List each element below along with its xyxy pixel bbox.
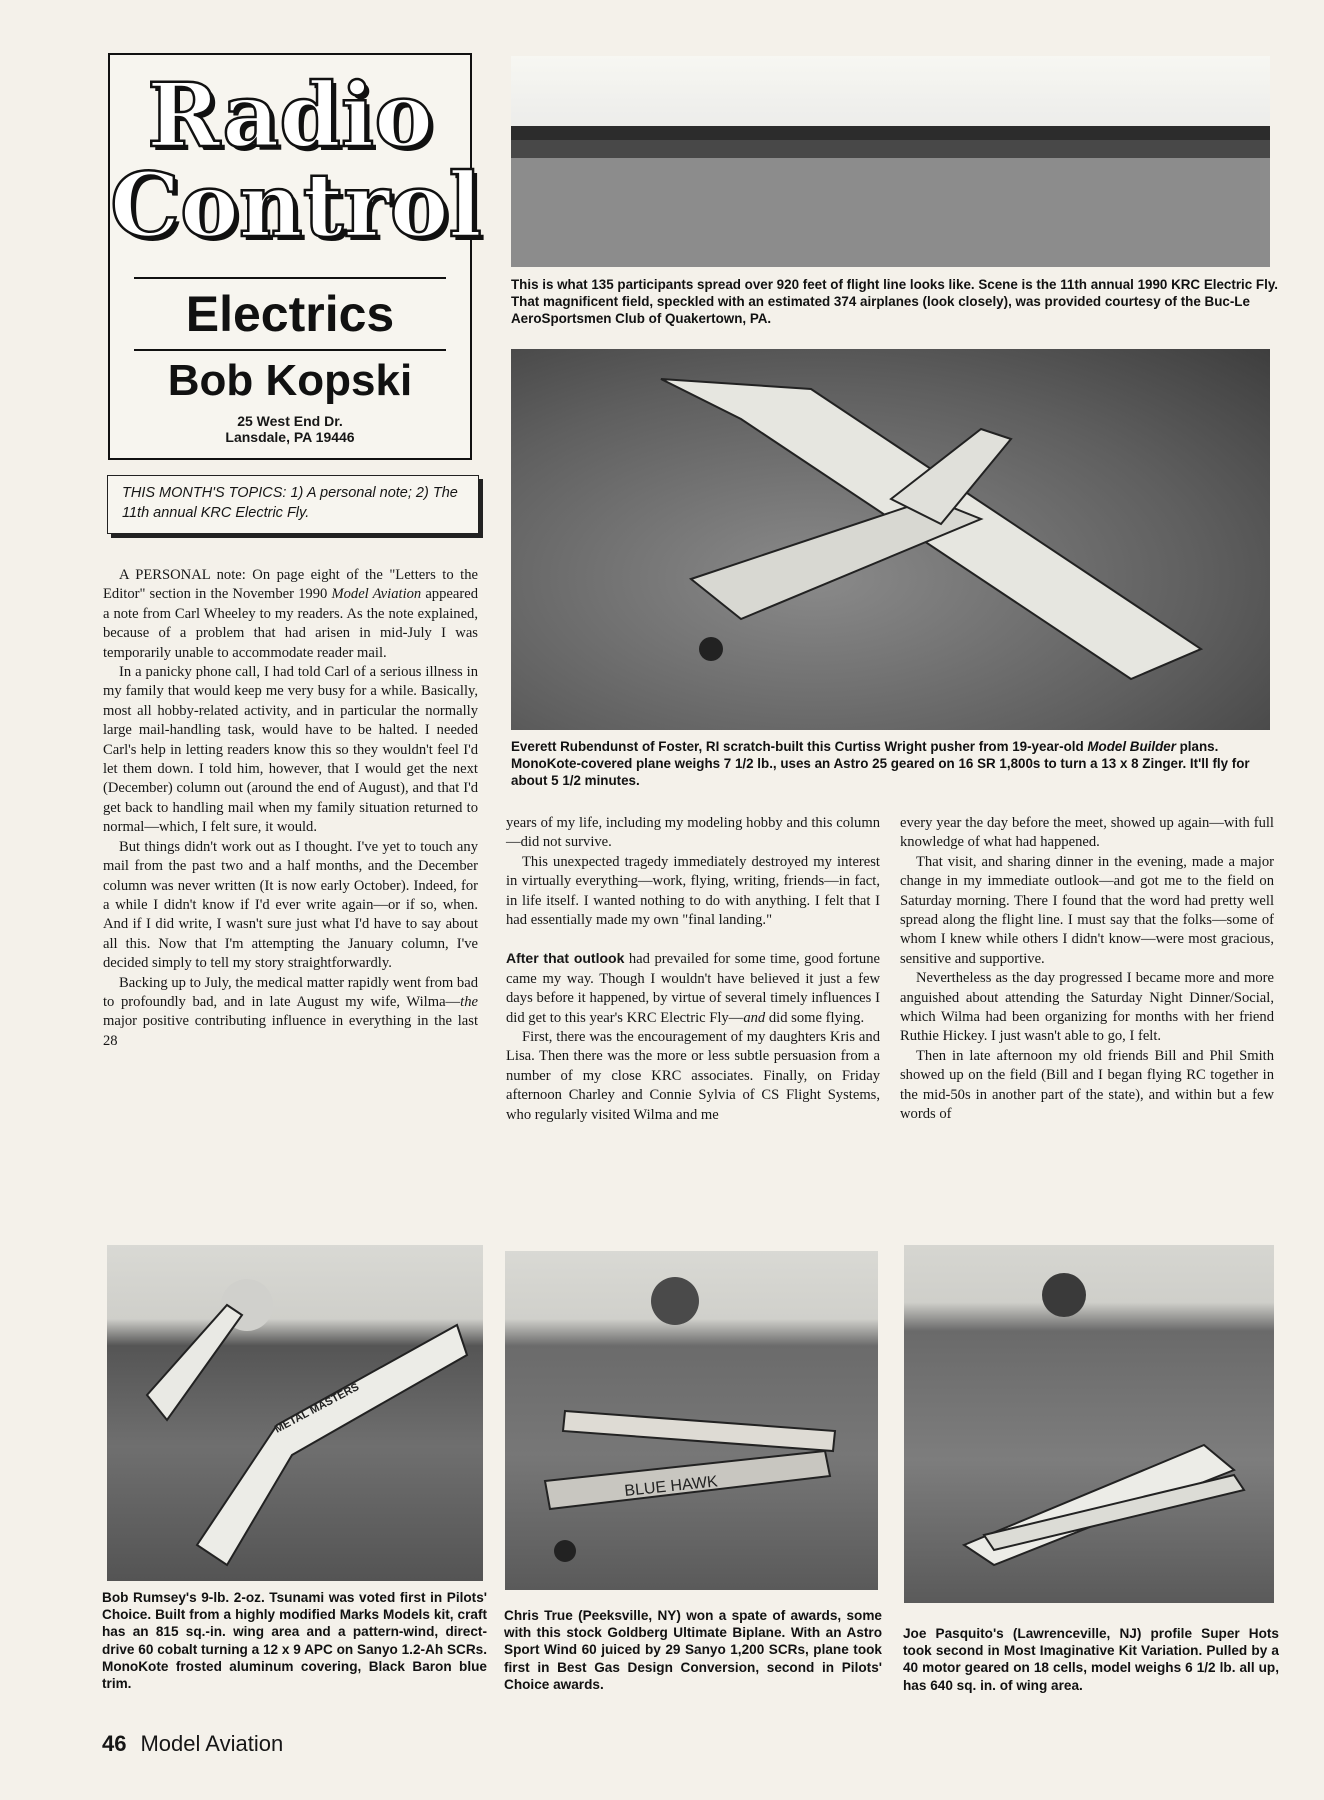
page-footer <box>102 1731 283 1757</box>
photo-pusher-plane <box>511 349 1270 730</box>
body-paragraph: Nevertheless as the day progressed I became more and more anguished about attending the Saturday Night Dinner/Social, which Wilma had been organizing for months with her friend Ruthie Hickey. I just wasn't able to go, I felt. <box>900 970 1274 1045</box>
body-paragraph: A PERSONAL note: On page eight of the "Letters to the Editor" section in the November 1990 Model Aviation appeared a note from Carl Wheeley to my readers. As the note explained, because of a problem that had arisen in mid-July I was temporarily unable to accommodate reader mail. <box>103 567 478 661</box>
plane-wheel <box>554 1540 576 1562</box>
caption-rumsey: Bob Rumsey's 9-lb. 2-oz. Tsunami was voted first in Pilots' Choice. Built from a highly modified Marks Models kit, craft has an 815 sq.-in. wing area and a pattern-wind, direct-drive 60 cobalt turning a 12 x 9 APC on Sanyo 1.2-Ah SCRs. MonoKote frosted aluminum covering, Black Baron blue trim. <box>102 1590 487 1692</box>
plane-stabilizer <box>147 1305 242 1420</box>
photo-rumsey-tsunami <box>107 1245 483 1581</box>
author-name: Bob Kopski <box>167 356 413 405</box>
super-hots-illustration <box>904 1245 1274 1603</box>
author-address-line1: 25 West End Dr. <box>237 413 343 429</box>
caption-flight-line: This is what 135 participants spread over 920 feet of flight line looks like. Scene is the 11th annual 1990 KRC Electric Fly. That magnificent field, speckled with an estimated 374 airplanes (look closely), was provided courtesy of the Buc-Le AeroSportsmen Club of Quakertown, PA. <box>511 277 1278 326</box>
pilot-head <box>1042 1273 1086 1317</box>
page-number: 46 <box>102 1731 127 1756</box>
body-paragraph: First, there was the encouragement of my daughters Kris and Lisa. Then there was the more or less subtle persuasion from a number of my close KRC associates. Finally, on Friday afternoon Charley and Connie Sylvia of CS Flight Systems, who regularly visited Wilma and me <box>506 1029 880 1123</box>
body-column-1 <box>103 566 478 1051</box>
body-column-2 <box>506 814 880 1125</box>
caption-pusher-plane: Everett Rubendunst of Foster, RI scratch-built this Curtiss Wright pusher from 19-year-old Model Builder plans. MonoKote-covered plane weighs 7 1/2 lb., uses an Astro 25 geared on 16 SR 1,800s to turn a 13 x 8 Zinger. It'll fly for about 5 1/2 minutes. <box>511 739 1250 788</box>
flight-line-scene <box>511 56 1270 267</box>
topics-box <box>107 475 479 534</box>
magazine-name: Model Aviation <box>140 1731 284 1756</box>
body-paragraph: That visit, and sharing dinner in the evening, made a major change in my immediate outlook—and got me to the field on Saturday morning. There I found that the word had pretty well spread along the flight line. I must say that the folks—some of whom I knew while others I didn't know—were most gracious, sensitive and supportive. <box>900 853 1274 967</box>
biplane-illustration <box>505 1251 878 1590</box>
pusher-plane-illustration <box>511 349 1270 730</box>
plane-upper-wing <box>563 1411 835 1451</box>
header-divider <box>134 277 446 279</box>
body-paragraph: every year the day before the meet, showed up again—with full knowledge of what had happened. <box>900 815 1274 851</box>
wing-label: METAL MASTERS <box>272 1381 362 1436</box>
topics-text: THIS MONTH'S TOPICS: 1) A personal note; 2) The 11th annual KRC Electric Fly. <box>122 485 458 521</box>
body-paragraph: This unexpected tragedy immediately destroyed my interest in virtually everything—work, flying, writing, friends—in fact, in life itself. I wanted nothing to do with anything. I felt that I had essentially made my own "final landing." <box>506 853 880 929</box>
body-paragraph: years of my life, including my modeling hobby and this column—did not survive. <box>506 815 880 851</box>
body-paragraph: But things didn't work out as I thought. I've yet to touch any mail from the past two and a half months, and the December column was never written (It is now early October). Indeed, for a while I didn't know if I'd ever write again—or if so, when. And if I did write, I wasn't sure just what I'd have to say about all this. Now that I'm attempting the January column, I've decided simply to tell my story straightforwardly. <box>103 838 478 972</box>
grass-field <box>511 158 1270 267</box>
photo-true-biplane <box>505 1251 878 1590</box>
body-paragraph: After that outlook had prevailed for some time, good fortune came my way. Though I wouldn't have believed it just a few days before it happened, by virtue of several timely influences I did get to this year's KRC Electric Fly—and did some flying. <box>506 950 881 1026</box>
header-divider <box>134 349 446 351</box>
caption-pasquito: Joe Pasquito's (Lawrenceville, NJ) profile Super Hots took second in Most Imaginative Kit Variation. Pulled by a 40 motor geared on 18 cells, model weighs 6 1/2 lb. all up, has 640 sq. in. of wing area. <box>903 1626 1279 1693</box>
column-title-radio: Radio <box>147 63 433 167</box>
pilot-head <box>651 1277 699 1325</box>
caption-true: Chris True (Peeksville, NY) won a spate of awards, some with this stock Goldberg Ultimate Biplane. With an Astro Sport Wind 60 juiced by 29 Sanyo 1,200 SCRs, plane took first in Best Gas Design Conversion, second in Pilots' Choice awards. <box>504 1608 882 1692</box>
plane-wheel <box>699 637 723 661</box>
tree-line <box>511 126 1270 140</box>
body-paragraph: In a panicky phone call, I had told Carl of a serious illness in my family that would keep me very busy for a while. Basically, most all hobby-related activity, and in particular the normally large mail-handling task, would have to be halted. I needed Carl's help in letting readers know this so they wouldn't feel I'd let them down. I told him, however, that I would get the next (December) column out (around the end of August), and that I'd get back to handling mail when my family situation returned to normal—which, I felt sure, it would. <box>103 664 478 836</box>
photo-flight-line <box>511 56 1270 267</box>
author-address-line2: Lansdale, PA 19446 <box>225 429 355 445</box>
parked-cars <box>511 140 1270 158</box>
fuselage-label: BLUE HAWK <box>623 1473 719 1500</box>
column-header-box <box>108 53 482 460</box>
column-title-control: Control <box>110 153 482 257</box>
photo-pasquito-super-hots <box>904 1245 1274 1603</box>
body-paragraph: Then in late afternoon my old friends Bill and Phil Smith showed up on the field (Bill and I began flying RC together in the mid-50s in another part of the state), and within but a few words of <box>900 1047 1274 1123</box>
tsunami-illustration <box>107 1245 483 1581</box>
body-column-3 <box>900 814 1274 1125</box>
section-name: Electrics <box>185 286 395 342</box>
plane-wing <box>197 1325 467 1565</box>
body-paragraph: Backing up to July, the medical matter rapidly went from bad to profoundly bad, and in late August my wife, Wilma—the major positive contributing influence in everything in the last 28 <box>103 974 478 1049</box>
